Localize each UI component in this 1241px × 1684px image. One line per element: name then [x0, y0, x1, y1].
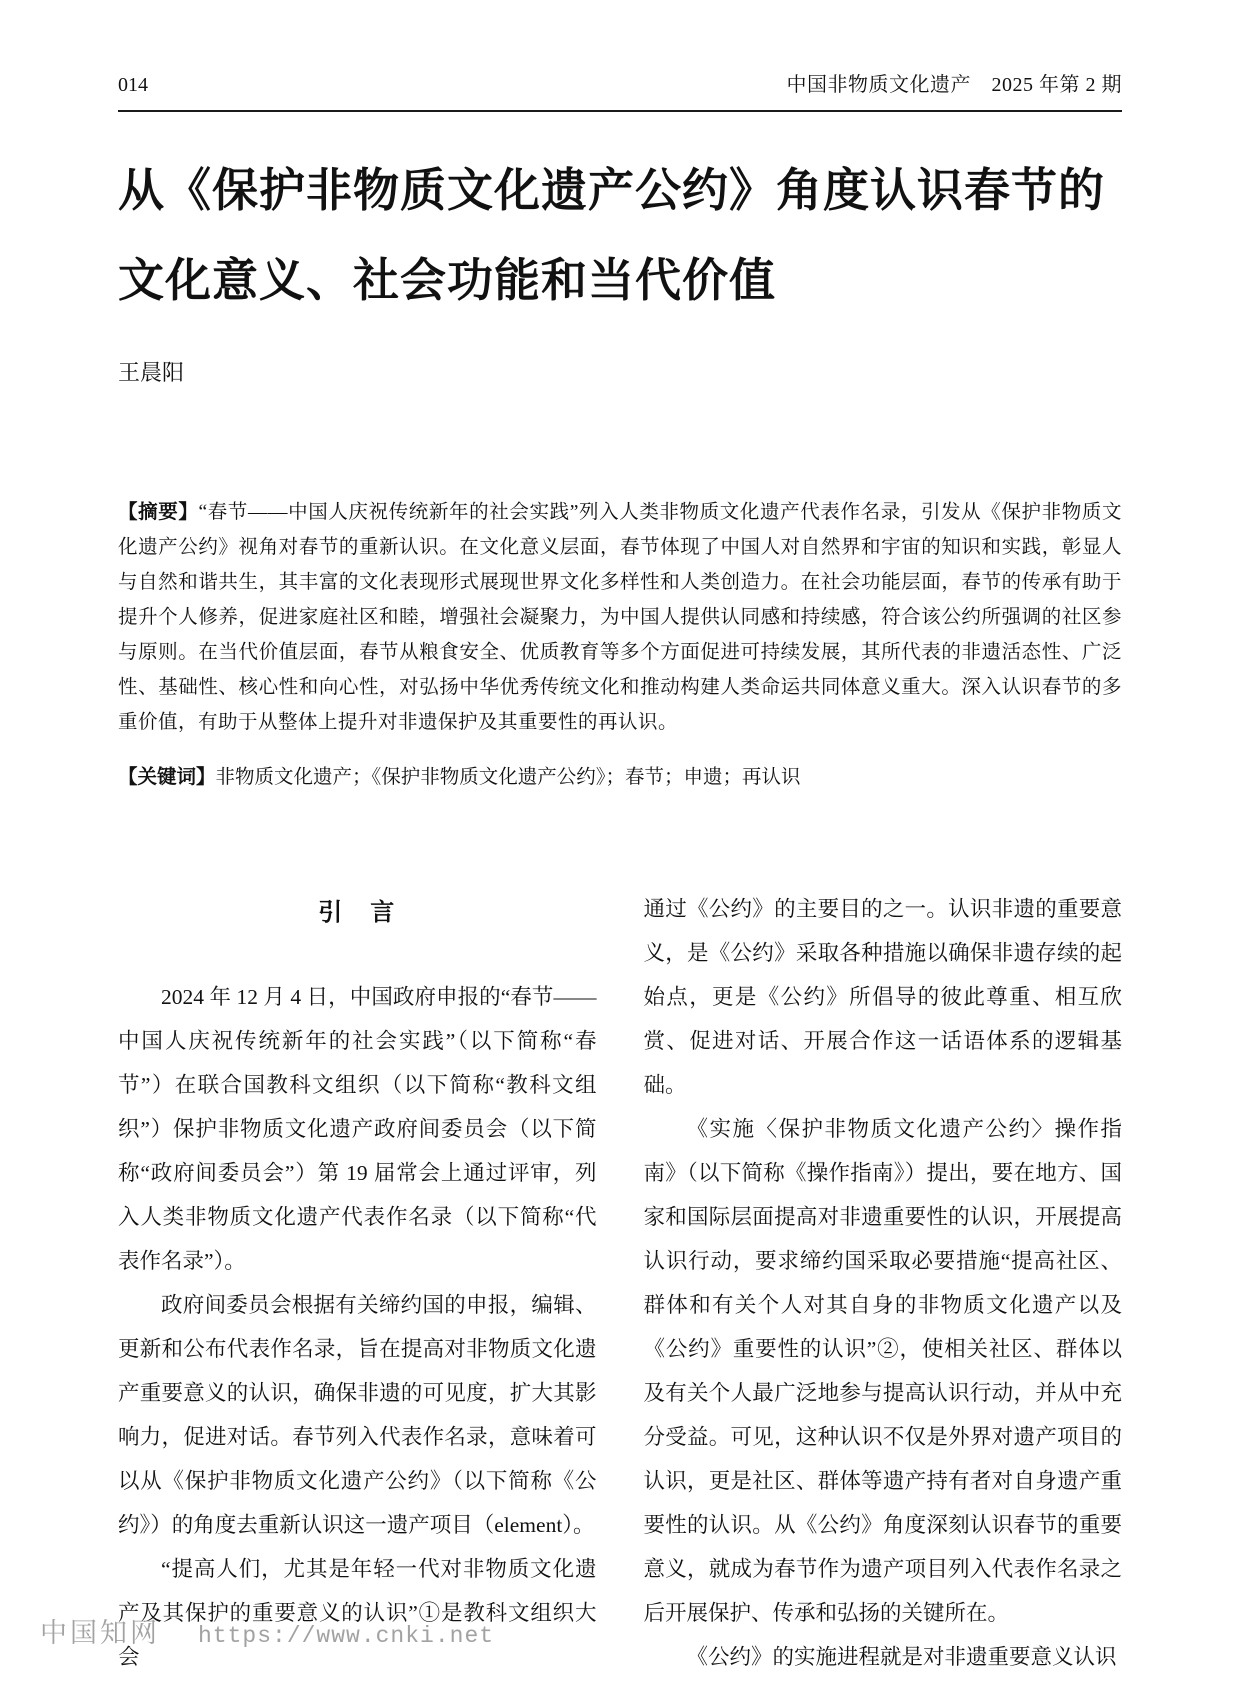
body-paragraph: 2024 年 12 月 4 日，中国政府申报的“春节——中国人庆祝传统新年的社会实践”（以下简称“春节”）在联合国教科文组织（以下简称“教科文组织”）保护非物质文化遗产政府间委员会（以下简称“政府间委员会”）第 19 届常会上通过评审，列入人类非物质文化遗产代表作名录（以下简称“代表作名录”）。: [118, 985, 597, 1273]
article-title: [118, 146, 1122, 326]
page-header: [118, 0, 1122, 98]
section-heading-introduction: 引 言: [318, 899, 397, 926]
abstract-block: [118, 495, 1122, 740]
page-number: 014: [118, 74, 148, 96]
cnki-url: https://www.cnki.net: [198, 1623, 495, 1649]
header-divider: [118, 110, 1122, 112]
abstract-label: 【摘要】: [118, 501, 199, 523]
body-paragraph: 政府间委员会根据有关缔约国的申报，编辑、更新和公布代表作名录，旨在提高对非物质文化遗产重要意义的认识，确保非遗的可见度，扩大其影响力，促进对话。春节列入代表作名录，意味着可以从《保护非物质文化遗产公约》（以下简称《公约》）的角度去重新认识这一遗产项目（element）。: [118, 1293, 597, 1537]
article-title-line1: 从《保护非物质文化遗产公约》角度认识春节的: [118, 165, 1105, 216]
keywords-block: [118, 760, 1122, 795]
article-title-line2: 文化意义、社会功能和当代价值: [118, 255, 776, 306]
right-column: [644, 887, 1123, 1679]
journal-issue-label: 中国非物质文化遗产 2025 年第 2 期: [786, 74, 1122, 96]
cnki-watermark: [40, 1611, 494, 1650]
body-paragraph: 通过《公约》的主要目的之一。认识非遗的重要意义，是《公约》采取各种措施以确保非遗存续的起始点，更是《公约》所倡导的彼此尊重、相互欣赏、促进对话、开展合作这一话语体系的逻辑基础。: [643, 897, 1122, 1097]
author-name: 王晨阳: [118, 360, 185, 385]
body-paragraph: 《实施〈保护非物质文化遗产公约〉操作指南》（以下简称《操作指南》）提出，要在地方、国家和国际层面提高对非遗重要性的认识，开展提高认识行动，要求缔约国采取必要措施“提高社区、群体和有关个人对其自身的非物质文化遗产以及《公约》重要性的认识”②，使相关社区、群体以及有关个人最广泛地参与提高认识行动，并从中充分受益。可见，这种认识不仅是外界对遗产项目的认识，更是社区、群体等遗产持有者对自身遗产重要性的认识。从《公约》角度深刻认识春节的重要意义，就成为春节作为遗产项目列入代表作名录之后开展保护、传承和弘扬的关键所在。: [643, 1117, 1122, 1625]
body-paragraph: 《公约》的实施进程就是对非遗重要意义认识: [686, 1645, 1117, 1669]
body-columns: [118, 887, 1122, 1679]
article-page: [118, 0, 1122, 1679]
left-column: [118, 887, 597, 1679]
cnki-site-name: 中国知网: [40, 1618, 160, 1648]
keywords-label: 【关键词】: [118, 766, 216, 788]
body-paragraph: “提高人们，尤其是年轻一代对非物质文化遗产及其保护的重要意义的认识”①是教科文组织大会: [118, 1557, 597, 1669]
abstract-text: “春节——中国人庆祝传统新年的社会实践”列入人类非物质文化遗产代表作名录，引发从《保护非物质文化遗产公约》视角对春节的重新认识。在文化意义层面，春节体现了中国人对自然界和宇宙的知识和实践，彰显人与自然和谐共生，其丰富的文化表现形式展现世界文化多样性和人类创造力。在社会功能层面，春节的传承有助于提升个人修养，促进家庭社区和睦，增强社会凝聚力，为中国人提供认同感和持续感，符合该公约所强调的社区参与原则。在当代价值层面，春节从粮食安全、优质教育等多个方面促进可持续发展，其所代表的非遗活态性、广泛性、基础性、核心性和向心性，对弘扬中华优秀传统文化和推动构建人类命运共同体意义重大。深入认识春节的多重价值，有助于从整体上提升对非遗保护及其重要性的再认识。: [118, 502, 1122, 733]
keywords-text: 非物质文化遗产；《保护非物质文化遗产公约》；春节；申遗；再认识: [215, 767, 801, 788]
